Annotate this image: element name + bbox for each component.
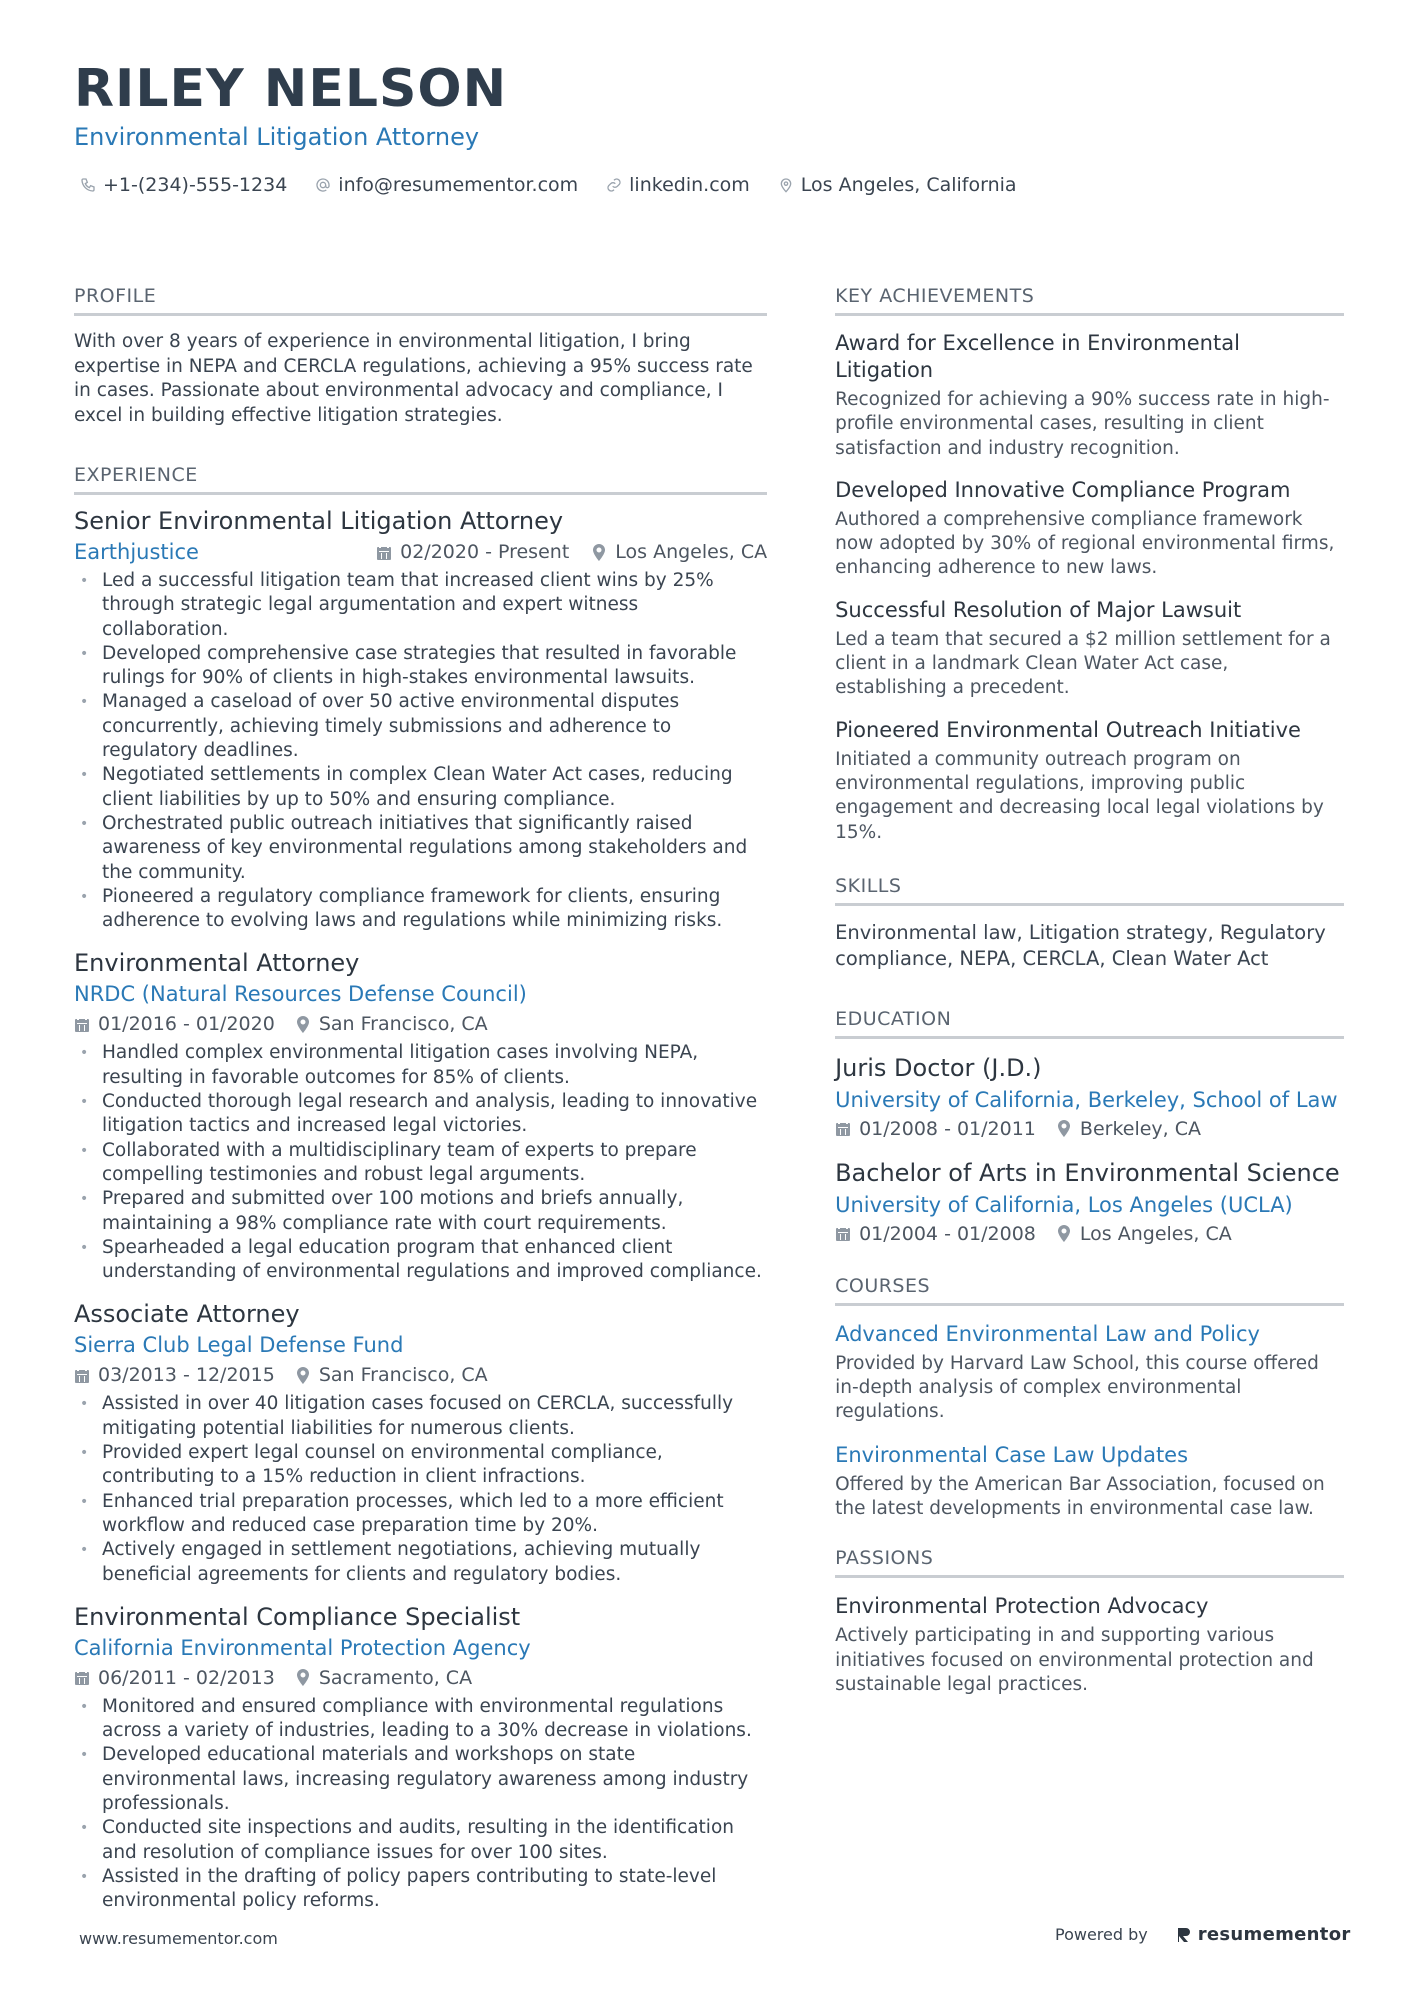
job-dates: 01/2016 - 01/2020 xyxy=(74,1009,275,1039)
location-pin-icon xyxy=(295,1669,311,1686)
bullet: • Led a successful litigation team that increased client wins by 25% through strategic legal argumentation and expert witness collaboration. xyxy=(74,569,767,642)
bullet: • Conducted thorough legal research and analysis, leading to innovative litigation tactics and increased legal victories. xyxy=(74,1090,767,1139)
profile-heading: PROFILE xyxy=(74,285,767,316)
education-degree: Bachelor of Arts in Environmental Science xyxy=(835,1158,1340,1187)
profile-section xyxy=(74,285,767,428)
location-pin-icon xyxy=(591,544,607,561)
passions-section xyxy=(835,1547,1344,1697)
contact-linkedin[interactable] xyxy=(606,174,750,196)
passion-item xyxy=(835,1592,1344,1697)
job-bullets xyxy=(74,1392,767,1586)
job-location: San Francisco, CA xyxy=(295,1360,488,1390)
calendar-icon xyxy=(74,1367,90,1384)
education-section xyxy=(835,1008,1344,1249)
job-meta xyxy=(74,1360,767,1390)
achievement-title: Developed Innovative Compliance Program xyxy=(835,477,1291,502)
education-location: Berkeley, CA xyxy=(1056,1114,1201,1144)
location-pin-icon xyxy=(778,177,794,193)
passions-heading: PASSIONS xyxy=(835,1547,1344,1578)
email-text[interactable]: info@resumementor.com xyxy=(338,174,579,196)
contact-email[interactable] xyxy=(315,174,578,196)
bullet: • Negotiated settlements in complex Clean Water Act cases, reducing client liabilities by up to 50% and ensuring compliance. xyxy=(74,763,767,812)
right-column xyxy=(835,285,1344,1927)
experience-heading: EXPERIENCE xyxy=(74,464,767,495)
education-school: University of California, Los Angeles (UCLA) xyxy=(835,1192,1293,1217)
skills-heading: SKILLS xyxy=(835,875,1344,906)
job-title: Senior Environmental Litigation Attorney xyxy=(74,507,564,535)
job-entry xyxy=(74,947,767,1284)
footer-branding xyxy=(1055,1924,1351,1945)
course-text: Offered by the American Bar Association, focused on the latest developments in environmental case law. xyxy=(835,1473,1325,1520)
education-heading: EDUCATION xyxy=(835,1008,1344,1039)
education-meta xyxy=(835,1114,1344,1144)
job-location: Los Angeles, CA xyxy=(591,537,767,567)
contact-location xyxy=(778,174,1017,196)
bullet: • Pioneered a regulatory compliance framework for clients, ensuring adherence to evolving laws and regulations while minimizing risks. xyxy=(74,885,767,934)
courses-heading: COURSES xyxy=(835,1275,1344,1306)
contact-phone xyxy=(80,174,287,196)
content-columns xyxy=(74,285,1344,1927)
phone-text: +1-(234)-555-1234 xyxy=(103,174,288,196)
job-meta xyxy=(74,1009,767,1039)
calendar-icon xyxy=(835,1120,851,1137)
job-company: Sierra Club Legal Defense Fund xyxy=(74,1333,404,1358)
job-bullets xyxy=(74,1041,767,1284)
location-text: Los Angeles, California xyxy=(800,174,1017,196)
candidate-name: RILEY NELSON xyxy=(74,59,508,119)
profile-text: With over 8 years of experience in environmental litigation, I bring expertise in NEPA and CERCLA regulations, achieving a 95% success rate in cases. Passionate about environmental advocacy and compliance, I excel in building effective litigation strategies. xyxy=(74,331,753,426)
achievement-title: Successful Resolution of Major Lawsuit xyxy=(835,597,1242,622)
resume-page xyxy=(74,59,1344,1912)
link-icon xyxy=(606,177,622,193)
passion-text: Actively participating in and supporting various initiatives focused on environmental protection and sustainable legal practices. xyxy=(835,1625,1314,1695)
bullet: • Prepared and submitted over 100 motions and briefs annually, maintaining a 98% compliance rate with court requirements. xyxy=(74,1187,767,1236)
job-entry xyxy=(74,505,767,933)
location-pin-icon xyxy=(1056,1120,1072,1137)
bullet: • Developed educational materials and workshops on state environmental laws, increasing regulatory awareness among industry professionals. xyxy=(74,1743,767,1816)
achievement-item xyxy=(835,717,1344,845)
education-meta xyxy=(835,1219,1344,1249)
location-pin-icon xyxy=(295,1016,311,1033)
left-column xyxy=(74,285,767,1927)
course-title: Advanced Environmental Law and Policy xyxy=(835,1321,1260,1346)
job-dates: 06/2011 - 02/2013 xyxy=(74,1663,275,1693)
course-text: Provided by Harvard Law School, this course offered in-depth analysis of complex environmental regulations. xyxy=(835,1352,1319,1423)
bullet: • Conducted site inspections and audits, resulting in the identification and resolution of compliance issues for over 100 sites. xyxy=(74,1816,767,1865)
job-dates: 03/2013 - 12/2015 xyxy=(74,1360,275,1390)
bullet: • Managed a caseload of over 50 active environmental disputes concurrently, achieving timely submissions and adherence to regulatory deadlines. xyxy=(74,690,767,763)
job-entry xyxy=(74,1601,767,1914)
brand-logo[interactable] xyxy=(1176,1924,1351,1945)
experience-section xyxy=(74,464,767,1913)
job-title: Associate Attorney xyxy=(74,1300,300,1329)
achievement-text: Recognized for achieving a 90% success rate in high-profile environmental cases, resulting in client satisfaction and industry recognition. xyxy=(835,389,1330,459)
calendar-icon xyxy=(74,1016,90,1033)
education-dates: 01/2004 - 01/2008 xyxy=(835,1219,1036,1249)
passion-title: Environmental Protection Advocacy xyxy=(835,1594,1209,1619)
achievements-section xyxy=(835,285,1344,845)
job-bullets xyxy=(74,569,767,933)
footer-website[interactable]: www.resumementor.com xyxy=(79,1929,278,1948)
achievement-text: Led a team that secured a $2 million settlement for a client in a landmark Clean Water Act case, establishing a precedent. xyxy=(835,628,1331,699)
bullet: • Provided expert legal counsel on environmental compliance, contributing to a 15% reduction in client infractions. xyxy=(74,1441,767,1490)
location-pin-icon xyxy=(1056,1225,1072,1242)
bullet: • Actively engaged in settlement negotiations, achieving mutually beneficial agreements for clients and regulatory bodies. xyxy=(74,1538,767,1587)
job-bullets xyxy=(74,1695,767,1914)
achievement-title: Pioneered Environmental Outreach Initiative xyxy=(835,717,1301,742)
bullet: • Handled complex environmental litigation cases involving NEPA, resulting in favorable outcomes for 85% of clients. xyxy=(74,1041,767,1090)
calendar-icon xyxy=(376,544,392,561)
education-degree: Juris Doctor (J.D.) xyxy=(835,1053,1042,1082)
course-title: Environmental Case Law Updates xyxy=(835,1442,1189,1467)
achievements-heading: KEY ACHIEVEMENTS xyxy=(835,285,1344,316)
achievement-item xyxy=(835,477,1344,581)
bullet: • Spearheaded a legal education program that enhanced client understanding of environmental regulations and improved compliance. xyxy=(74,1236,767,1285)
location-pin-icon xyxy=(295,1367,311,1384)
phone-icon xyxy=(80,177,96,193)
at-icon xyxy=(315,177,331,193)
job-location: Sacramento, CA xyxy=(295,1663,472,1693)
brand-name: resumementor xyxy=(1197,1924,1351,1945)
education-school: University of California, Berkeley, School of Law xyxy=(835,1087,1338,1112)
job-meta-row xyxy=(74,537,767,567)
bullet: • Developed comprehensive case strategies that resulted in favorable rulings for 90% of clients in high-stakes environmental lawsuits. xyxy=(74,642,767,691)
job-location: San Francisco, CA xyxy=(295,1009,488,1039)
job-meta xyxy=(376,537,767,567)
powered-by-label: Powered by xyxy=(1055,1925,1148,1944)
job-title: Environmental Attorney xyxy=(74,949,360,978)
contact-bar xyxy=(74,174,1344,196)
achievement-text: Authored a comprehensive compliance framework now adopted by 30% of regional environmental firms, enhancing adherence to new laws. xyxy=(835,508,1335,579)
job-company: Earthjustice xyxy=(74,540,199,564)
job-entry xyxy=(74,1298,767,1586)
achievement-item xyxy=(835,597,1344,701)
course-item xyxy=(835,1441,1344,1522)
education-item xyxy=(835,1158,1344,1249)
job-dates: 02/2020 - Present xyxy=(376,537,569,567)
calendar-icon xyxy=(835,1225,851,1242)
calendar-icon xyxy=(74,1669,90,1686)
bullet: • Assisted in over 40 litigation cases focused on CERCLA, successfully mitigating potential liabilities for numerous clients. xyxy=(74,1392,767,1441)
job-meta xyxy=(74,1663,767,1693)
resumementor-logo-icon xyxy=(1176,1926,1192,1944)
education-dates: 01/2008 - 01/2011 xyxy=(835,1114,1036,1144)
job-title: Environmental Compliance Specialist xyxy=(74,1602,521,1631)
skills-section xyxy=(835,875,1344,972)
education-item xyxy=(835,1053,1344,1144)
skills-text: Environmental law, Litigation strategy, Regulatory compliance, NEPA, CERCLA, Clean Water Act xyxy=(835,920,1326,970)
bullet: • Monitored and ensured compliance with environmental regulations across a variety of industries, leading to a 30% decrease in violations. xyxy=(74,1695,767,1744)
candidate-title: Environmental Litigation Attorney xyxy=(74,123,480,151)
achievement-item xyxy=(835,330,1344,461)
bullet: • Assisted in the drafting of policy papers contributing to state-level environmental policy reforms. xyxy=(74,1865,767,1914)
education-location: Los Angeles, CA xyxy=(1056,1219,1232,1249)
job-company: NRDC (Natural Resources Defense Council) xyxy=(74,982,527,1007)
job-company: California Environmental Protection Agency xyxy=(74,1635,531,1660)
bullet: • Enhanced trial preparation processes, which led to a more efficient workflow and reduced case preparation time by 20%. xyxy=(74,1490,767,1539)
course-item xyxy=(835,1320,1344,1425)
bullet: • Collaborated with a multidisciplinary team of experts to prepare compelling testimonies and robust legal arguments. xyxy=(74,1139,767,1188)
bullet: • Orchestrated public outreach initiatives that significantly raised awareness of key environmental regulations among stakeholders and the community. xyxy=(74,812,767,885)
achievement-text: Initiated a community outreach program on environmental regulations, improving public engagement and decreasing local legal violations by 15%. xyxy=(835,748,1324,843)
linkedin-text[interactable]: linkedin.com xyxy=(629,174,750,196)
courses-section xyxy=(835,1275,1344,1521)
achievement-title: Award for Excellence in Environmental Litigation xyxy=(835,331,1240,382)
